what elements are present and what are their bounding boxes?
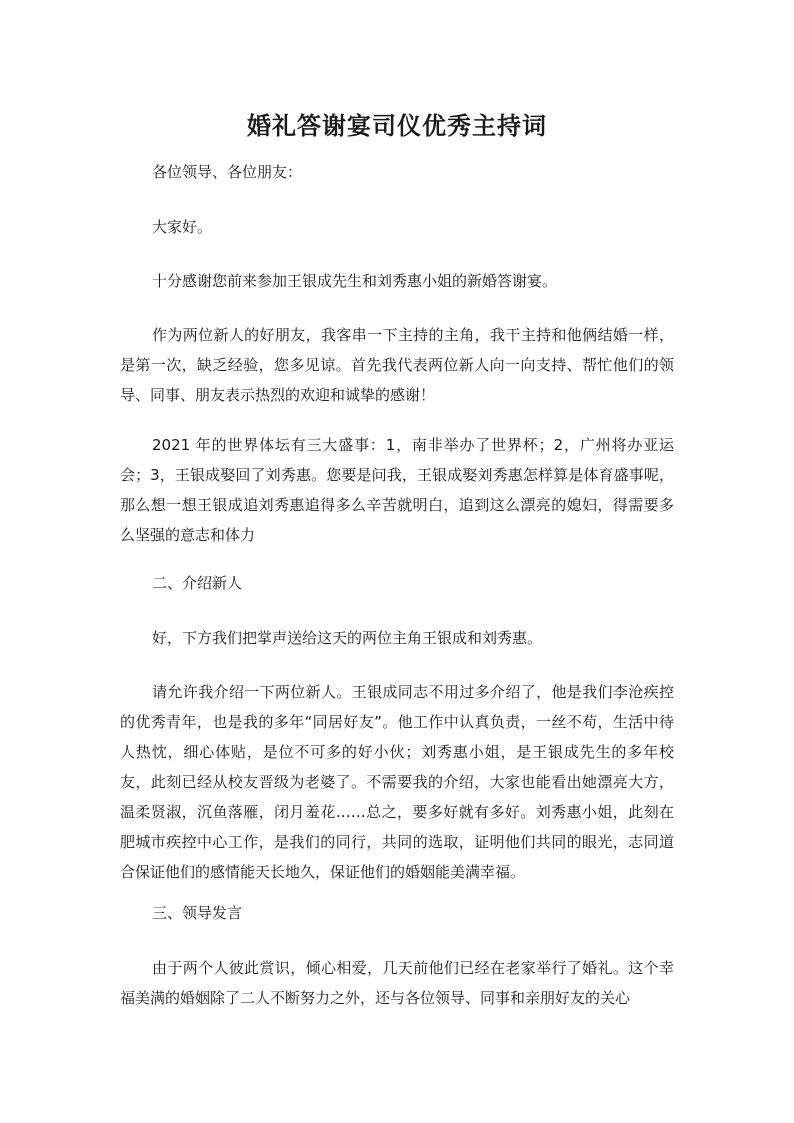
section-heading-introduce-couple: 二、介绍新人 xyxy=(152,574,243,592)
paragraph-couple-introduction: 请允许我介绍一下两位新人。王银成同志不用过多介绍了，他是我们李沧疾控的优秀青年，也是我的多年“同居好友”。他工作中认真负责，一丝不苟，生活中待人热忱，细心体贴，是位不可多的好小伙；刘秀惠小姐，是王银成先生的多年校友，此刻已经从校友晋级为老婆了。不需要我的介绍，大家也能看出她漂亮大方，温柔贤淑，沉鱼落雁，闭月羞花……总之，要多好就有多好。刘秀惠小姐，此刻在肥城市疾控中心工作，是我们的同行，共同的选取，证明他们共同的眼光，志同道合保证他们的感情能天长地久，保证他们的婚姻能美满幸福。 xyxy=(120,683,674,881)
paragraph-introduction: 作为两位新人的好朋友，我客串一下主持的主角，我干主持和他俩结婚一样，是第一次，缺乏经验，您多见谅。首先我代表两位新人向一向支持、帮忙他们的领导、同事、朋友表示热烈的欢迎和诚挚的感谢！ xyxy=(120,326,674,404)
document-title: 婚礼答谢宴司仪优秀主持词 xyxy=(247,112,547,140)
paragraph-greeting: 各位领导、各位朋友： xyxy=(152,163,303,181)
paragraph-hello: 大家好。 xyxy=(152,218,213,236)
section-heading-leader-speech: 三、领导发言 xyxy=(152,904,243,922)
paragraph-thanks: 十分感谢您前来参加王银成先生和刘秀惠小姐的新婚答谢宴。 xyxy=(152,272,558,290)
paragraph-wedding-blessing: 由于两个人彼此赏识，倾心相爱，几天前他们已经在老家举行了婚礼。这个幸福美满的婚姻除了二人不断努力之外，还与各位领导、同事和亲朋好友的关心 xyxy=(120,959,674,1007)
paragraph-sports-events: 2021 年的世界体坛有三大盛事：1，南非举办了世界杯；2，广州将办亚运会；3，王银成娶回了刘秀惠。您要是问我，王银成娶刘秀惠怎样算是体育盛事呢，那么想一想王银成追刘秀惠追得多么辛苦就明白，追到这么漂亮的媳妇，得需要多么坚强的意志和体力 xyxy=(120,436,674,544)
paragraph-applause: 好，下方我们把掌声送给这天的两位主角王银成和刘秀惠。 xyxy=(152,629,543,647)
